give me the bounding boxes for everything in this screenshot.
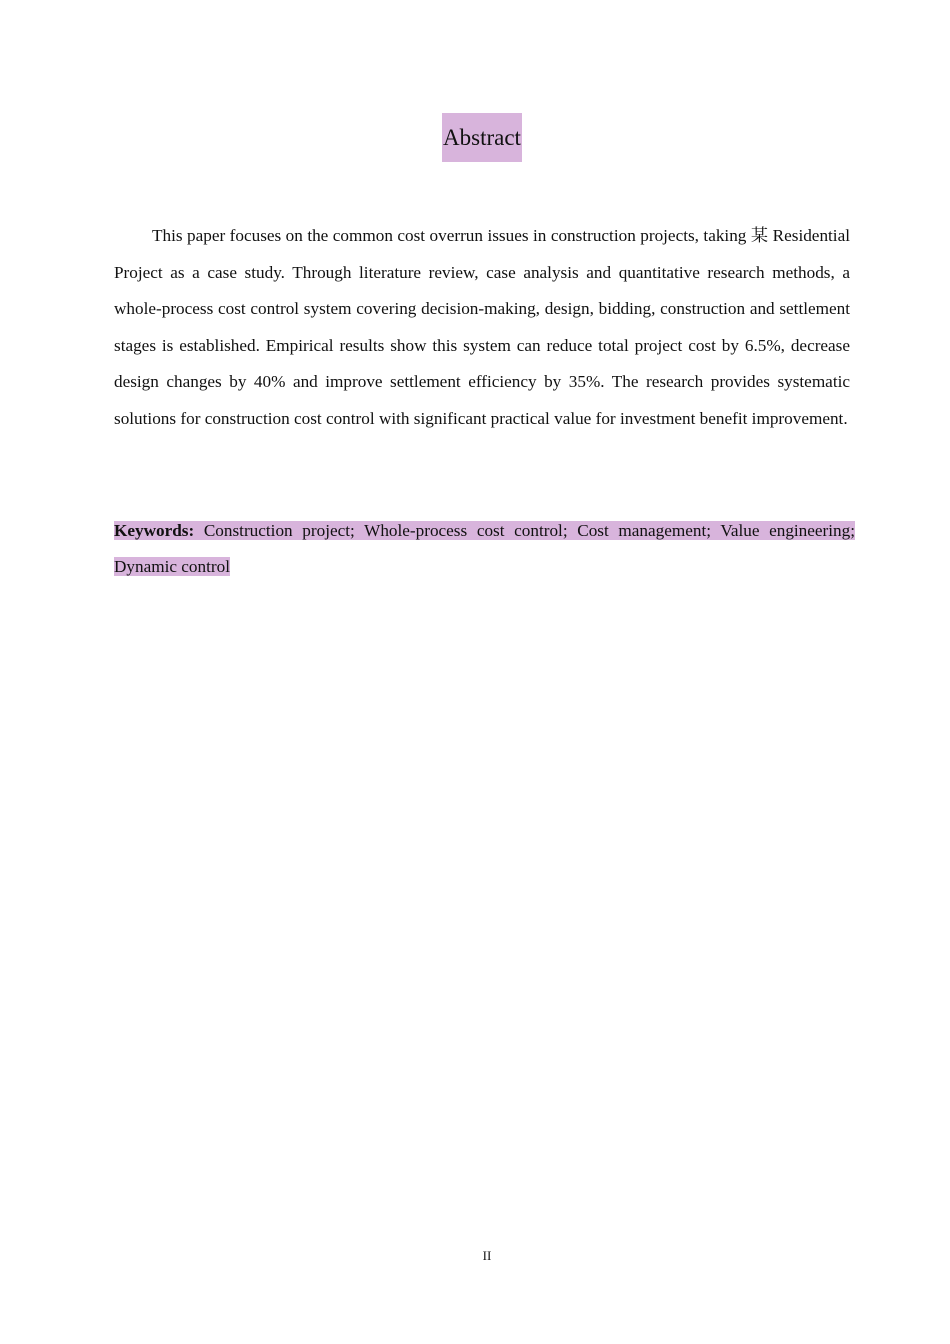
abstract-title: Abstract xyxy=(442,113,522,162)
keywords-label: Keywords: xyxy=(114,521,195,540)
title-container xyxy=(0,113,950,162)
abstract-body: This paper focuses on the common cost overrun issues in construction projects, taking 某 Residential Project as a case study. Through literature review, case analysis and quantitative research methods, a whole-process cost control system covering decision-making, design, bidding, construction and settlement stages is established. Empirical results show this system can reduce total project cost by 6.5%, decrease design changes by 40% and improve settlement efficiency by 35%. The research provides systematic solutions for construction cost control with significant practical value for investment benefit improvement. xyxy=(114,226,850,428)
keywords-paragraph xyxy=(114,513,855,586)
keywords-highlight xyxy=(114,521,855,576)
keywords-text: Construction project; Whole-process cost control; Cost management; Value engineering; Dynamic control xyxy=(114,521,855,577)
page-number: II xyxy=(482,1248,492,1263)
